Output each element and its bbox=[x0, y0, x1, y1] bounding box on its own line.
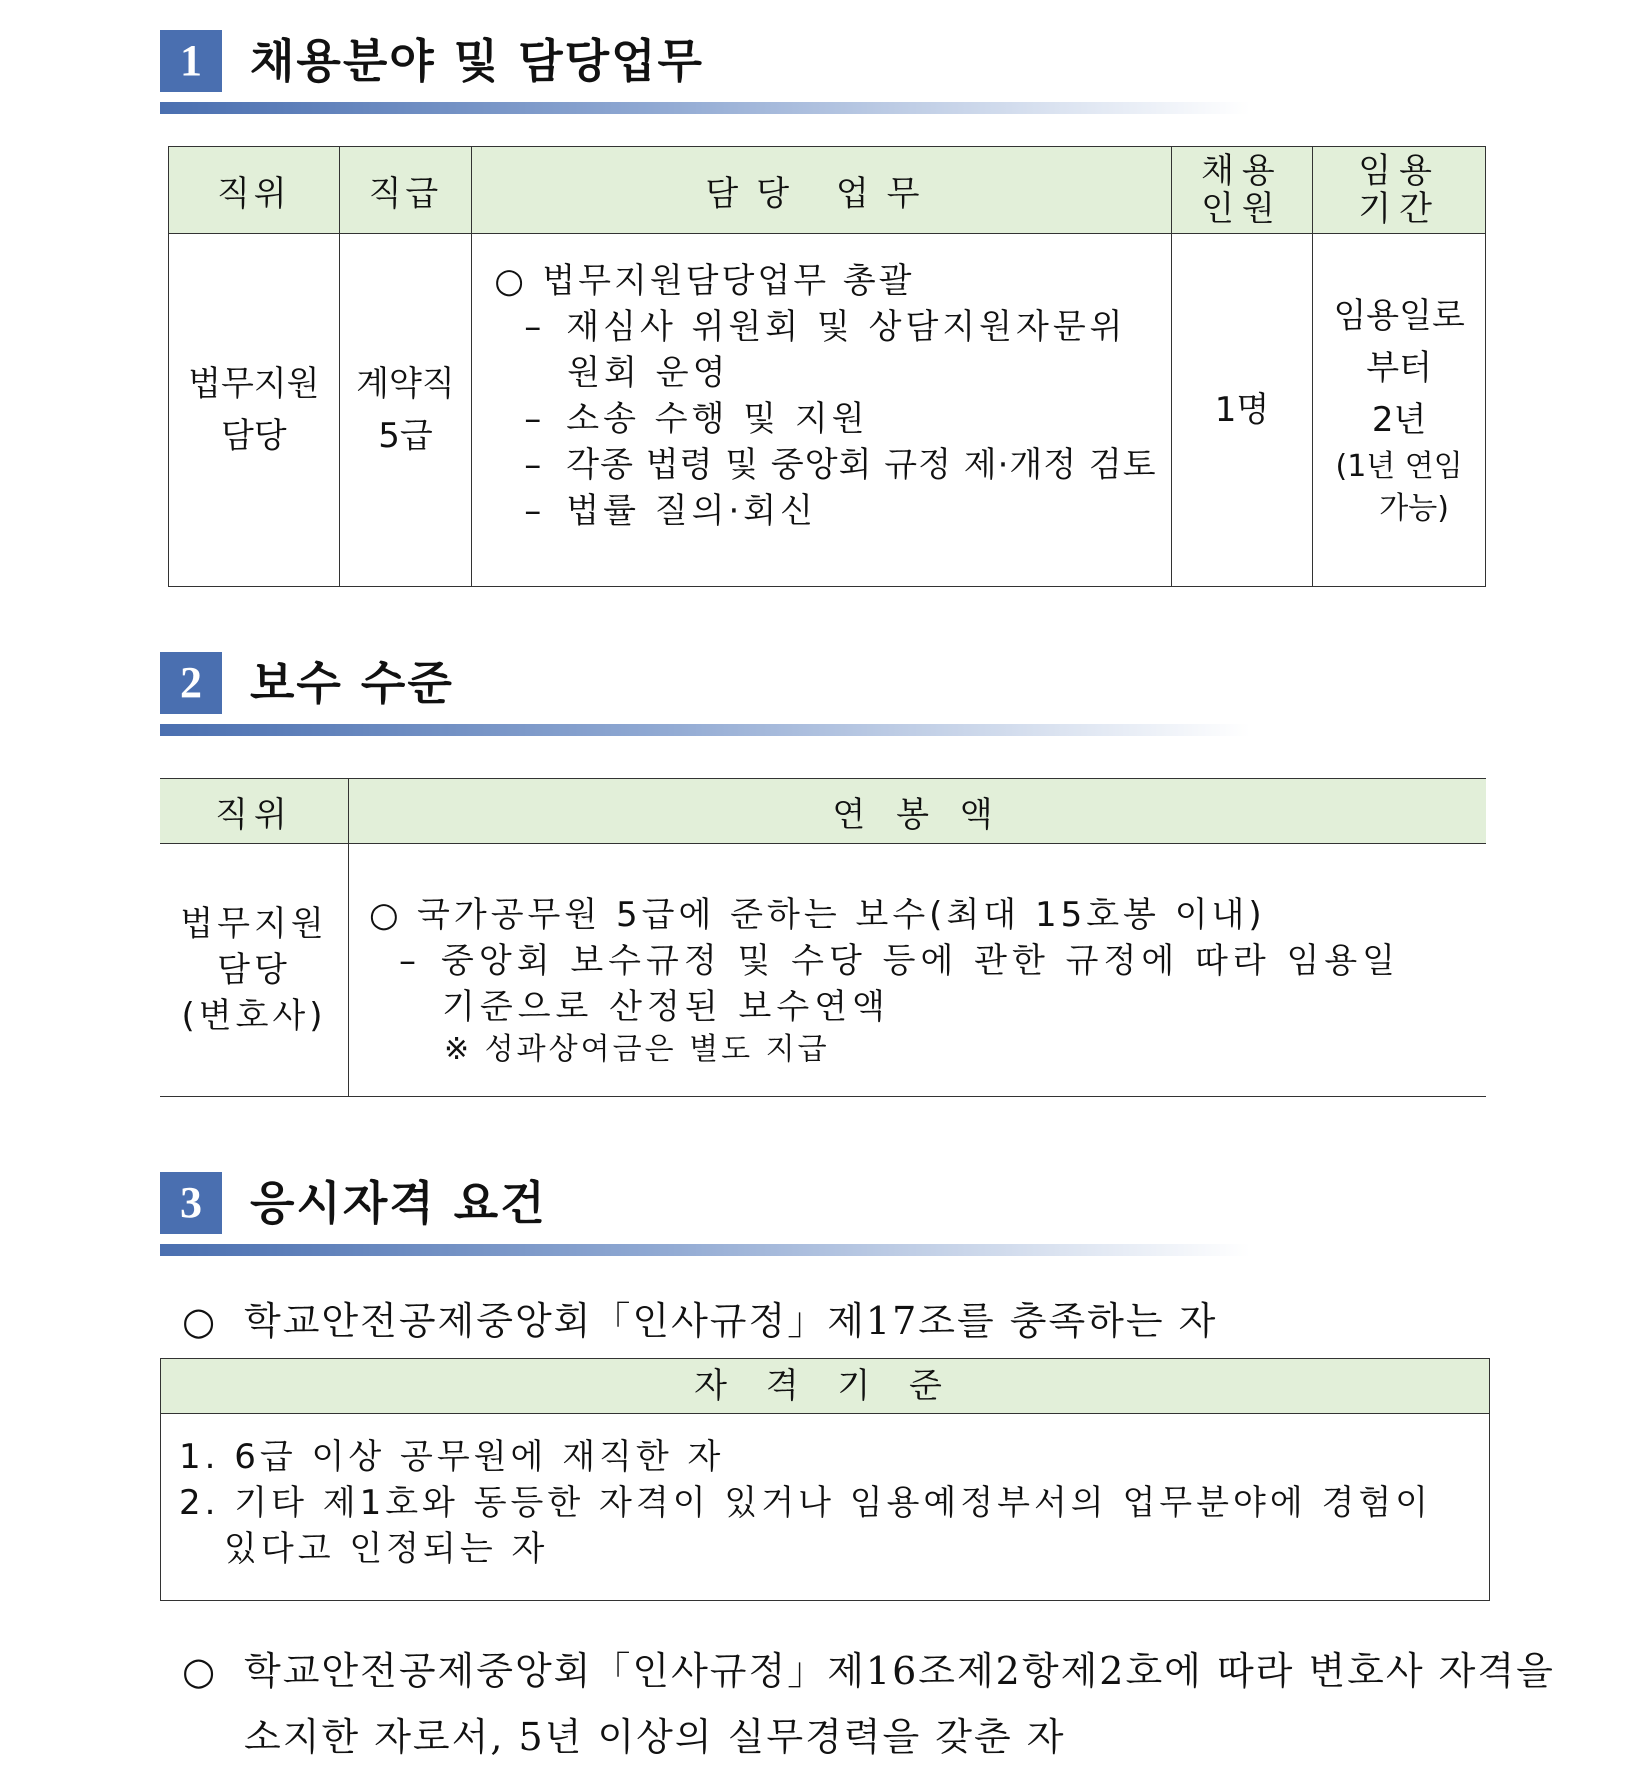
section-number: 2 bbox=[160, 652, 222, 714]
header-position: 직위 bbox=[169, 147, 340, 234]
header-position: 직위 bbox=[160, 779, 349, 844]
criteria-item: 1. 6급 이상 공무원에 재직한 자 bbox=[179, 1437, 725, 1477]
qualification-line: ○ 학교안전공제중앙회「인사규정」제16조제2항제2호에 따라 변호사 자격을 bbox=[182, 1649, 1555, 1693]
table-header-row bbox=[169, 147, 1486, 234]
criteria-body bbox=[161, 1414, 1489, 1600]
section-title: 채용분야 및 담당업무 bbox=[250, 34, 704, 88]
duty-item: 재심사 위원회 및 상담지원자문위 bbox=[566, 307, 1127, 347]
duty-main: 법무지원담당업무 총괄 bbox=[542, 261, 915, 301]
qualification-line: ○ 학교안전공제중앙회「인사규정」제17조를 충족하는 자 bbox=[182, 1299, 1218, 1343]
salary-table bbox=[160, 778, 1486, 1097]
cell-position: 법무지원 담당 bbox=[169, 234, 340, 587]
header-salary: 연 봉 액 bbox=[349, 779, 1487, 844]
cell-term: 임용일로 부터 2년 (1년 연임 가능) bbox=[1313, 234, 1486, 587]
section-title: 응시자격 요건 bbox=[250, 1176, 547, 1230]
criteria-item: 2. 기타 제1호와 동등한 자격이 있거나 임용예정부서의 업무분야에 경험이 bbox=[179, 1483, 1433, 1523]
pay-main: 국가공무원 5급에 준하는 보수(최대 15호봉 이내) bbox=[417, 895, 1266, 935]
section-divider bbox=[160, 1244, 1250, 1256]
header-duties: 담당 업무 bbox=[472, 147, 1171, 234]
section-number: 1 bbox=[160, 30, 222, 92]
duty-item: 소송 수행 및 지원 bbox=[566, 399, 869, 439]
cell-duties: ○ 법무지원담당업무 총괄 – 재심사 위원회 및 상담지원자문위 원회 운영 – 소송 수행 및 지원 – 각종 법령 및 중앙회 규정 제·개정 검토 – 법률 질의·회신 bbox=[472, 234, 1171, 587]
criteria-box bbox=[160, 1358, 1490, 1601]
section-divider bbox=[160, 724, 1250, 736]
cell-grade: 계약직 5급 bbox=[339, 234, 472, 587]
criteria-item-cont: 있다고 인정되는 자 bbox=[224, 1529, 549, 1569]
header-grade: 직급 bbox=[339, 147, 472, 234]
pay-item: 중앙회 보수규정 및 수당 등에 관한 규정에 따라 임용일 bbox=[441, 941, 1401, 981]
pay-item-cont: 기준으로 산정된 보수연액 bbox=[442, 987, 890, 1027]
section-divider bbox=[160, 102, 1250, 114]
table-row bbox=[160, 844, 1486, 1097]
duty-item: 법률 질의·회신 bbox=[566, 491, 817, 531]
recruitment-table bbox=[168, 146, 1486, 587]
pay-note: ※ 성과상여금은 별도 지급 bbox=[444, 1032, 830, 1067]
qualification-line-cont: 소지한 자로서, 5년 이상의 실무경력을 갖춘 자 bbox=[244, 1715, 1066, 1759]
cell-position: 법무지원 담당 (변호사) bbox=[160, 844, 349, 1097]
header-headcount: 채용 인원 bbox=[1171, 147, 1313, 234]
duty-item-cont: 원회 운영 bbox=[567, 353, 730, 393]
header-term: 임용 기간 bbox=[1313, 147, 1486, 234]
section-title: 보수 수준 bbox=[250, 656, 454, 710]
duty-item: 각종 법령 및 중앙회 규정 제·개정 검토 bbox=[566, 445, 1157, 485]
table-row bbox=[169, 234, 1486, 587]
cell-salary: ○ 국가공무원 5급에 준하는 보수(최대 15호봉 이내) – 중앙회 보수규정 및 수당 등에 관한 규정에 따라 임용일 기준으로 산정된 보수연액 ※ 성과상여금은 별도 지급 bbox=[349, 844, 1487, 1097]
cell-headcount: 1명 bbox=[1171, 234, 1313, 587]
table-header-row bbox=[160, 779, 1486, 844]
section-number: 3 bbox=[160, 1172, 222, 1234]
criteria-header: 자 격 기 준 bbox=[161, 1359, 1489, 1414]
